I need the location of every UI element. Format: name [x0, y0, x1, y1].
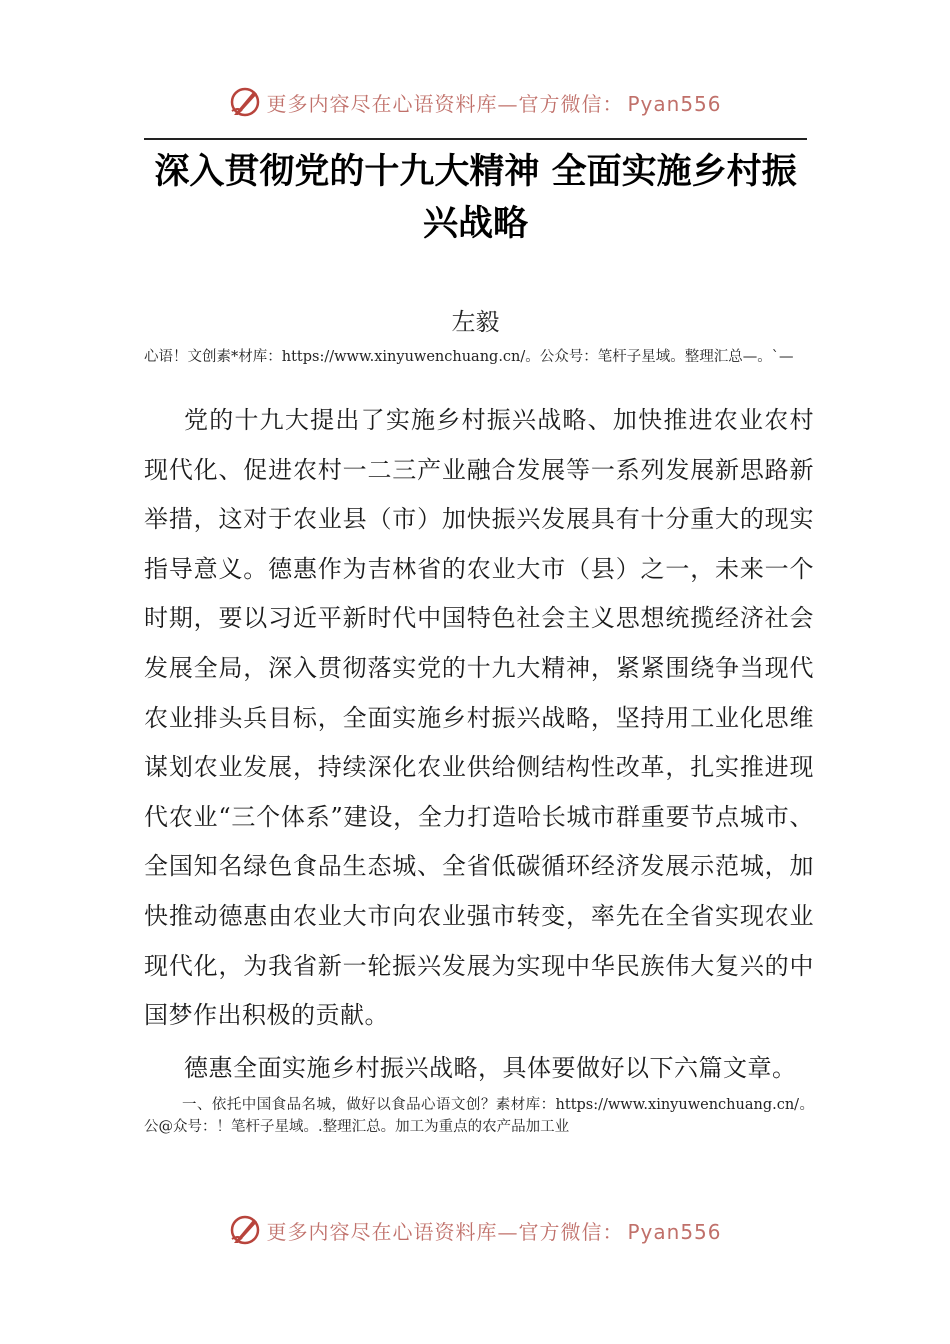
source-note-bottom: 一、依托中国食品名城，做好以食品心语文创？素材库：https://www.xinyuwenchuang.cn/。公@众号：！笔杆子星域。.整理汇总。加工为重点的农产品加工业 — [144, 1097, 814, 1135]
quill-logo-icon — [228, 1213, 262, 1247]
body-paragraph-1: 党的十九大提出了实施乡村振兴战略、加快推进农业农村现代化、促进农村一二三产业融合发展等一系列发展新思路新举措，这对于农业县（市）加快振兴发展具有十分重大的现实指导意义。德惠作为吉林省的农业大市（县）之一，未来一个时期，要以习近平新时代中国特色社会主义思想统揽经济社会发展全局，深入贯彻落实党的十九大精神，紧紧围绕争当现代农业排头兵目标，全面实施乡村振兴战略，坚持用工业化思维谋划农业发展，持续深化农业供给侧结构性改革，扎实推进现代农业“三个体系”建设，全力打造哈长城市群重要节点城市、全国知名绿色食品生态城、全省低碳循环经济发展示范城，加快推动德惠由农业大市向农业强市转变，率先在全省实现农业现代化，为我省新一轮振兴发展为实现中华民族伟大复兴的中国梦作出积极的贡献。 — [144, 406, 814, 1030]
wechat-id: Pyan556 — [627, 91, 722, 116]
footer-banner — [0, 1210, 950, 1250]
header-rule — [144, 138, 807, 140]
wechat-id: Pyan556 — [627, 1219, 722, 1244]
source-note-top: 心语！文创素*材库：https://www.xinyuwenchuang.cn/。公众号：笔杆子星域。整理汇总—。`— — [144, 349, 794, 365]
document-title: 深入贯彻党的十九大精神 全面实施乡村振兴战略 — [154, 152, 797, 244]
quill-logo-icon — [228, 85, 262, 119]
author-name: 左毅 — [451, 308, 500, 336]
body-paragraph-2: 德惠全面实施乡村振兴战略，具体要做好以下六篇文章。 — [184, 1054, 797, 1082]
header-banner — [0, 82, 950, 122]
banner-text: 更多内容尽在心语资料库—官方微信： Pyan556 — [266, 91, 722, 116]
banner-text: 更多内容尽在心语资料库—官方微信： Pyan556 — [266, 1219, 722, 1244]
